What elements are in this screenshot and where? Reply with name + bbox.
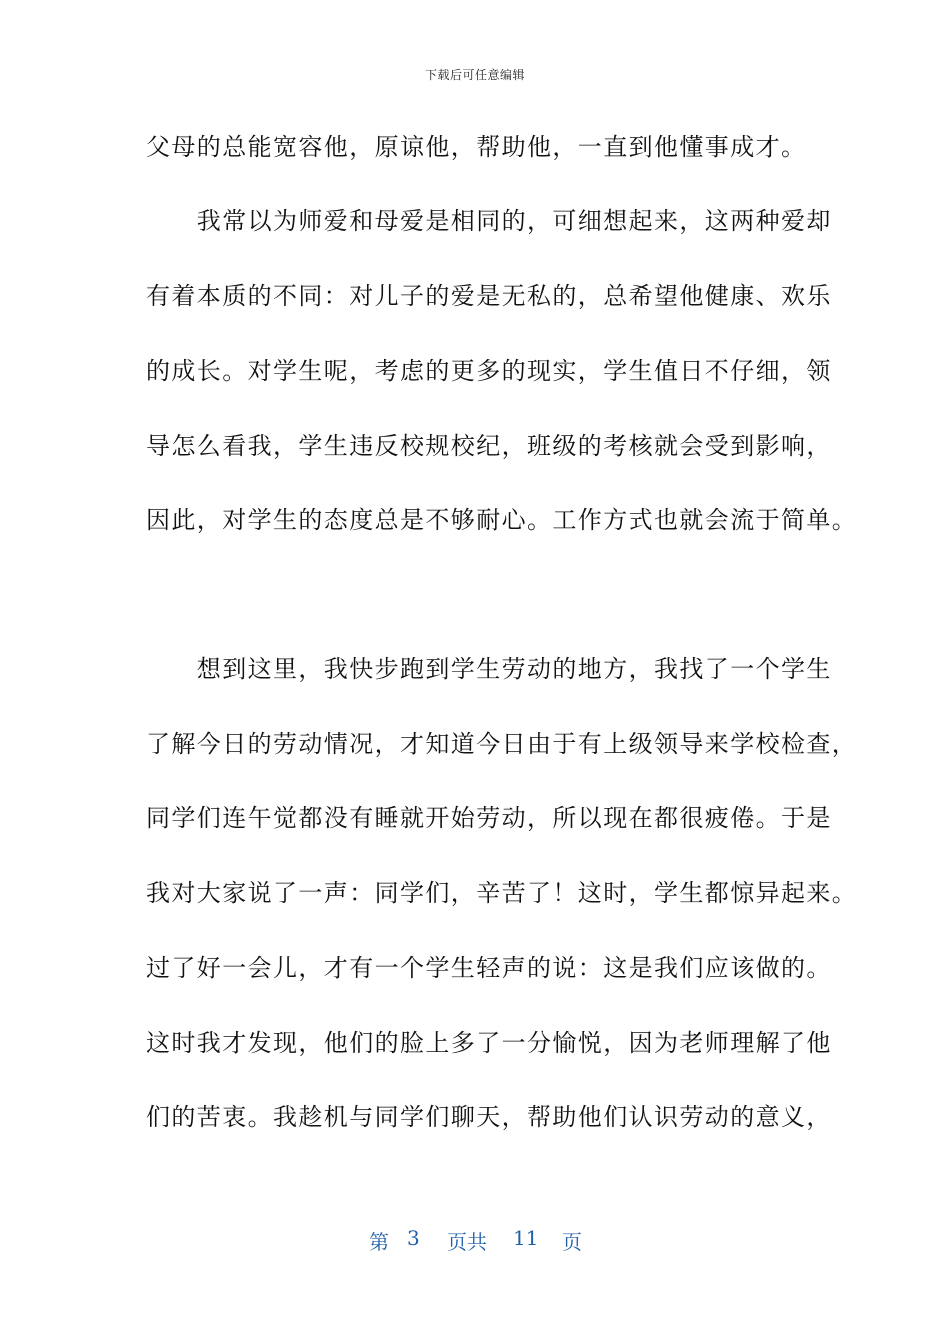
body-line: 因此，对学生的态度总是不够耐心。工作方式也就会流于简单。 [146,506,858,534]
body-line: 了解今日的劳动情况，才知道今日由于有上级领导来学校检查， [146,730,858,758]
footer-page-number: 3 [407,1226,420,1250]
body-line: 有着本质的不同：对儿子的爱是无私的，总希望他健康、欢乐 [146,282,832,310]
body-line: 的成长。对学生呢，考虑的更多的现实，学生值日不仔细，领 [146,357,832,385]
body-line: 我对大家说了一声：同学们，辛苦了！这时，学生都惊异起来。 [146,879,858,907]
body-line: 同学们连午觉都没有睡就开始劳动，所以现在都很疲倦。于是 [146,804,832,832]
footer-prefix: 第 [369,1230,389,1254]
footer-middle: 页共 [447,1230,487,1254]
page-footer [0,1226,950,1252]
footer-total-pages: 11 [513,1226,539,1250]
body-line: 们的苦衷。我趁机与同学们聊天，帮助他们认识劳动的意义， [146,1103,832,1131]
footer-suffix: 页 [562,1230,582,1254]
body-line: 导怎么看我，学生违反校规校纪，班级的考核就会受到影响， [146,432,832,460]
body-line: 想到这里，我快步跑到学生劳动的地方，我找了一个学生 [146,655,832,683]
body-line: 这时我才发现，他们的脸上多了一分愉悦，因为老师理解了他 [146,1029,832,1057]
body-line: 父母的总能宽容他，原谅他，帮助他，一直到他懂事成才。 [146,133,807,161]
page-header: 下载后可任意编辑 [424,68,525,82]
body-line: 我常以为师爱和母爱是相同的，可细想起来，这两种爱却 [146,207,832,235]
body-line: 过了好一会儿，才有一个学生轻声的说：这是我们应该做的。 [146,954,832,982]
